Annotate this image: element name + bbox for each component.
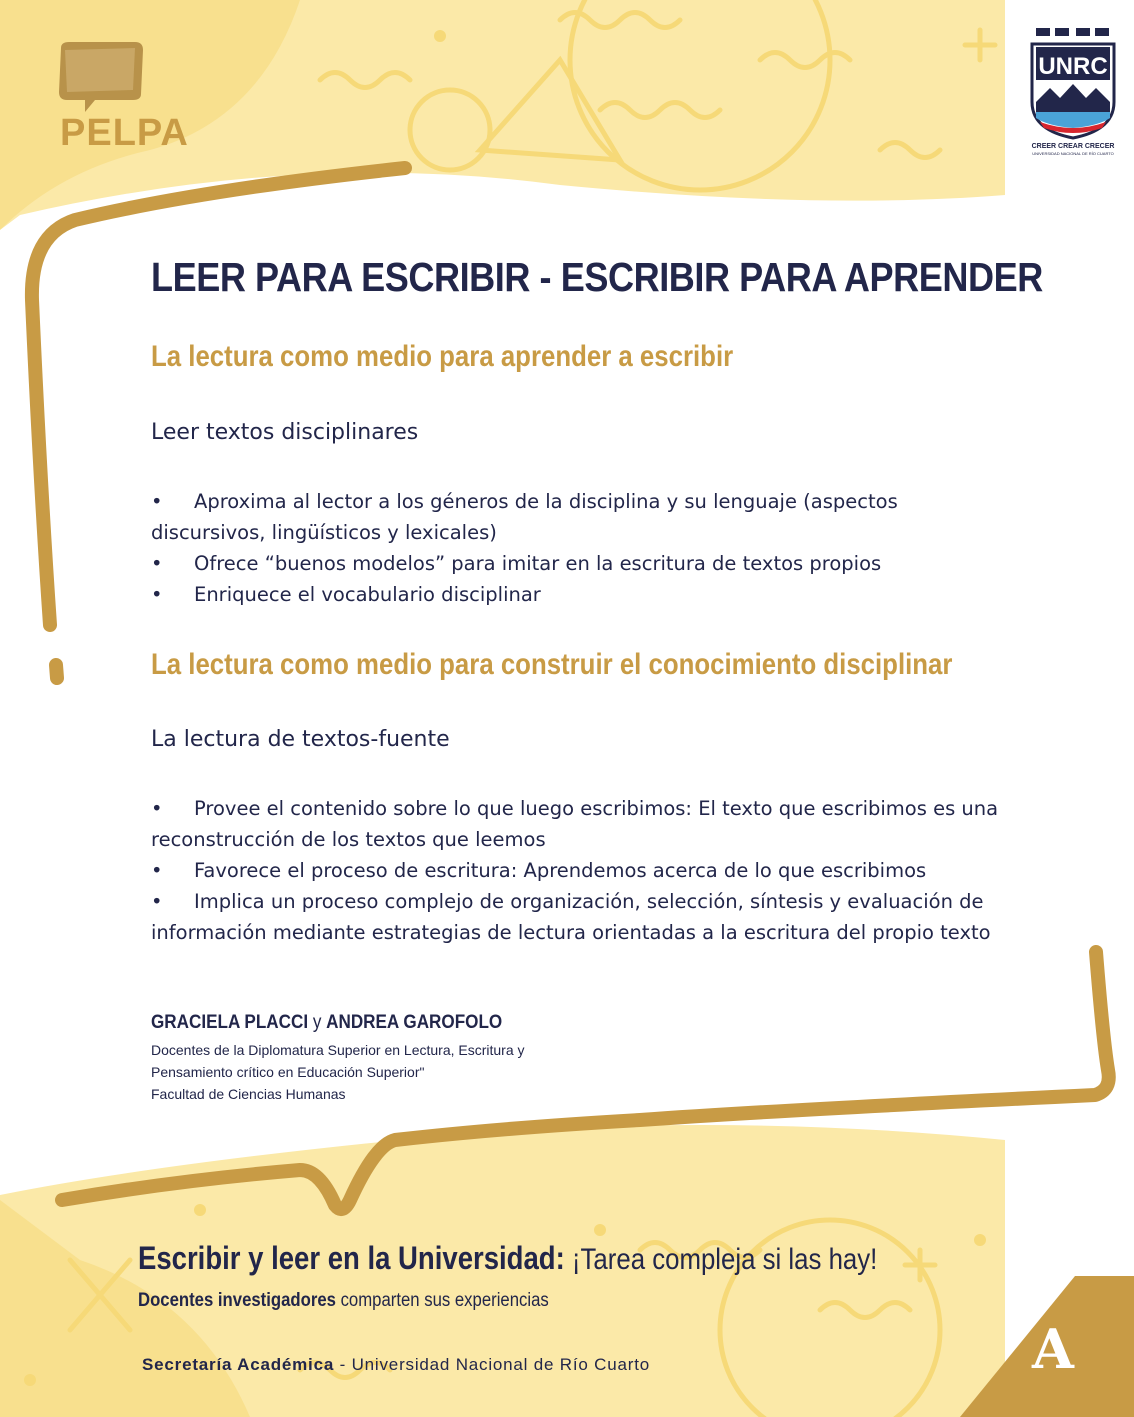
unrc-fullname: UNIVERSIDAD NACIONAL DE RÍO CUARTO <box>1032 151 1114 156</box>
list-item-continuation: reconstrucción de los textos que leemos <box>151 828 546 851</box>
section1-bullets <box>151 486 1031 610</box>
list-item-text: Ofrece “buenos modelos” para imitar en la escritura de textos propios <box>194 552 882 575</box>
author-2: ANDREA GAROFOLO <box>326 1012 503 1033</box>
list-item <box>151 793 1031 824</box>
author-affiliation-line2: Pensamiento crítico en Educación Superior" <box>151 1064 425 1080</box>
footer-subtitle-rest: comparten sus experiencias <box>335 1290 549 1311</box>
list-item <box>151 486 1031 517</box>
footer-title <box>138 1240 877 1277</box>
unrc-shield-icon <box>1028 22 1118 162</box>
footer-title-bold: Escribir y leer en la Universidad: <box>138 1240 565 1276</box>
list-item <box>151 579 1031 610</box>
unrc-logo-text: UNRC <box>1038 53 1108 80</box>
author-faculty: Facultad de Ciencias Humanas <box>151 1086 346 1102</box>
pelpa-speech-bubble-icon <box>55 40 145 115</box>
list-item-text: Aproxima al lector a los géneros de la disciplina y su lenguaje (aspectos <box>194 490 898 513</box>
section2-title: La lectura como medio para construir el conocimiento disciplinar <box>151 648 953 681</box>
pelpa-logo-text: PELPA <box>60 112 189 154</box>
bullet-symbol: • <box>151 490 163 513</box>
footer-title-rest: ¡Tarea compleja si las hay! <box>564 1243 878 1276</box>
author-affiliation-line1: Docentes de la Diplomatura Superior en Lectura, Escritura y <box>151 1042 525 1058</box>
author-names <box>151 1012 502 1034</box>
bullet-symbol: • <box>151 890 163 913</box>
bullet-symbol: • <box>151 797 163 820</box>
page-title: LEER PARA ESCRIBIR - ESCRIBIR PARA APRENDER <box>151 254 1043 300</box>
footer-secretaria-bold: Secretaría Académica <box>142 1355 335 1374</box>
list-item <box>151 855 1031 886</box>
section1-subtitle: Leer textos disciplinares <box>151 420 419 445</box>
unrc-motto: CREER CREAR CRECER <box>1031 143 1115 150</box>
section1-title: La lectura como medio para aprender a escribir <box>151 340 734 373</box>
list-item-text: Provee el contenido sobre lo que luego escribimos: El texto que escribimos es una <box>194 797 999 820</box>
corner-a-badge <box>960 1276 1134 1417</box>
corner-letter: A <box>1032 1317 1074 1381</box>
footer-secretaria-rest: - Universidad Nacional de Río Cuarto <box>334 1355 650 1374</box>
section2-subtitle: La lectura de textos-fuente <box>151 727 450 752</box>
list-item <box>151 548 1031 579</box>
footer-subtitle-bold: Docentes investigadores <box>138 1290 336 1311</box>
bullet-symbol: • <box>151 583 163 606</box>
list-item-text: Implica un proceso complejo de organización, selección, síntesis y evaluación de <box>194 890 984 913</box>
bullet-symbol: • <box>151 859 163 882</box>
list-item-continuation: discursivos, lingüísticos y lexicales) <box>151 521 497 544</box>
bullet-symbol: • <box>151 552 163 575</box>
section2-bullets <box>151 793 1031 948</box>
list-item-text: Favorece el proceso de escritura: Aprendemos acerca de lo que escribimos <box>194 859 927 882</box>
author-conjunction: y <box>308 1012 327 1033</box>
footer-secretaria <box>142 1355 650 1375</box>
author-1: GRACIELA PLACCI <box>151 1012 309 1033</box>
footer-subtitle <box>138 1290 549 1312</box>
list-item-text: Enriquece el vocabulario disciplinar <box>194 583 541 606</box>
list-item-continuation: información mediante estrategias de lectura orientadas a la escritura del propio texto <box>151 921 991 944</box>
list-item <box>151 886 1031 917</box>
unrc-logo <box>1028 22 1118 162</box>
